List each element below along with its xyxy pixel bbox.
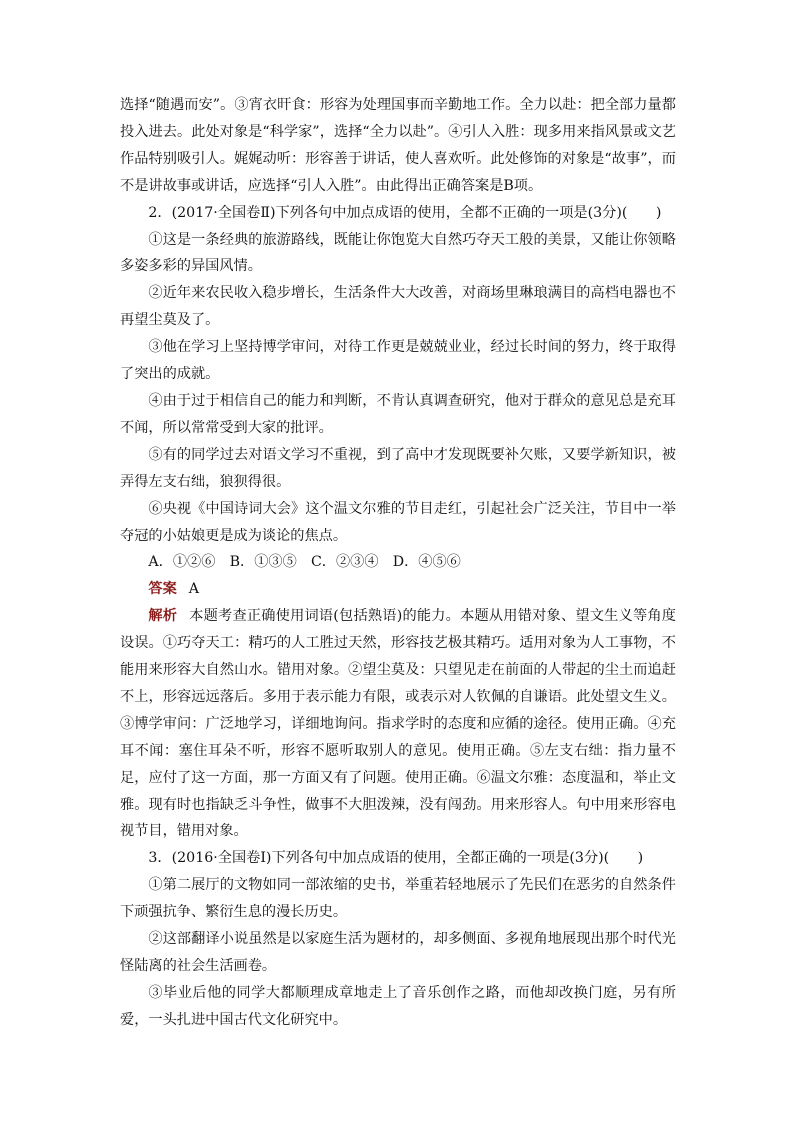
- analysis-label: 解析: [148, 608, 178, 625]
- document-page: [120, 92, 676, 1034]
- question-3-stem: 3．(2016·全国卷Ⅰ)下列各句中加点成语的使用，全都正确的一项是(3分)( ): [148, 850, 644, 867]
- intro-paragraph: 选择“随遇而安”。③宵衣旰食：形容为处理国事而辛勤地工作。全力以赴：把全部力量都投入进去。此处对象是“科学家”，选择“全力以赴”。④引人入胜：现多用来指风景或文艺作品特别吸引人。娓娓动听：形容善于讲话，使人喜欢听。此处修饰的对象是“故事”，而不是讲故事或讲话，应选择“引人入胜”。由此得出正确答案是B项。: [120, 97, 676, 194]
- question-2-item-6: ⑥央视《中国诗词大会》这个温文尔雅的节目走红，引起社会广泛关注，节目中一举夺冠的小姑娘更是成为谈论的焦点。: [120, 500, 676, 544]
- question-2-stem: 2．(2017·全国卷Ⅱ)下列各句中加点成语的使用，全都不正确的一项是(3分)( ): [148, 204, 662, 221]
- answer-value: A: [188, 581, 200, 598]
- question-3-item-2: ②这部翻译小说虽然是以家庭生活为题材的，却多侧面、多视角地展现出那个时代光怪陆离的社会生活画卷。: [120, 931, 676, 974]
- question-2-answer: [120, 576, 676, 603]
- question-2-options: A．①②⑥ B．①③⑤ C．②③④ D．④⑤⑥: [148, 554, 461, 571]
- question-2-item-4: ④由于过于相信自己的能力和判断，不肯认真调查研究，他对于群众的意见总是充耳不闻，所以常常受到大家的批评。: [120, 392, 676, 436]
- question-3-item-1: ①第二展厅的文物如同一部浓缩的史书，举重若轻地展示了先民们在恶劣的自然条件下顽强抗争、繁衍生息的漫长历史。: [120, 877, 676, 921]
- question-2-analysis: [120, 603, 676, 845]
- question-2-item-2: ②近年来农民收入稳步增长，生活条件大大改善，对商场里琳琅满目的高档电器也不再望尘莫及了。: [120, 285, 676, 329]
- analysis-text: 本题考查正确使用词语(包括熟语)的能力。本题从用错对象、望文生义等角度设误。①巧夺天工：精巧的人工胜过天然，形容技艺极其精巧。适用对象为人工事物，不能用来形容大自然山水。错用对象。②望尘莫及：只望见走在前面的人带起的尘土而追赶不上，形容远远落后。多用于表示能力有限，或表示对人钦佩的自谦语。此处望文生义。③博学审问：广泛地学习，详细地询问。指求学时的态度和应循的途径。使用正确。④充耳不闻：塞住耳朵不听，形容不愿听取别人的意见。使用正确。⑤左支右绌：指力量不足，应付了这一方面，那一方面又有了问题。使用正确。⑥温文尔雅：态度温和，举止文雅。现有时也指缺乏斗争性，做事不大胆泼辣，没有闯劲。用来形容人。句中用来形容电视节目，错用对象。: [120, 608, 676, 840]
- question-2-item-1: ①这是一条经典的旅游路线，既能让你饱览大自然巧夺天工般的美景，又能让你领略多姿多彩的异国风情。: [120, 231, 676, 275]
- question-3-item-3: ③毕业后他的同学大都顺理成章地走上了音乐创作之路，而他却改换门庭，另有所爱，一头扎进中国古代文化研究中。: [120, 984, 676, 1028]
- question-2-item-3: ③他在学习上坚持博学审问，对待工作更是兢兢业业，经过长时间的努力，终于取得了突出的成就。: [120, 339, 676, 383]
- question-2-item-5: ⑤有的同学过去对语文学习不重视，到了高中才发现既要补欠账，又要学新知识，被弄得左支右绌，狼狈得很。: [120, 446, 676, 490]
- answer-label: 答案: [148, 581, 177, 598]
